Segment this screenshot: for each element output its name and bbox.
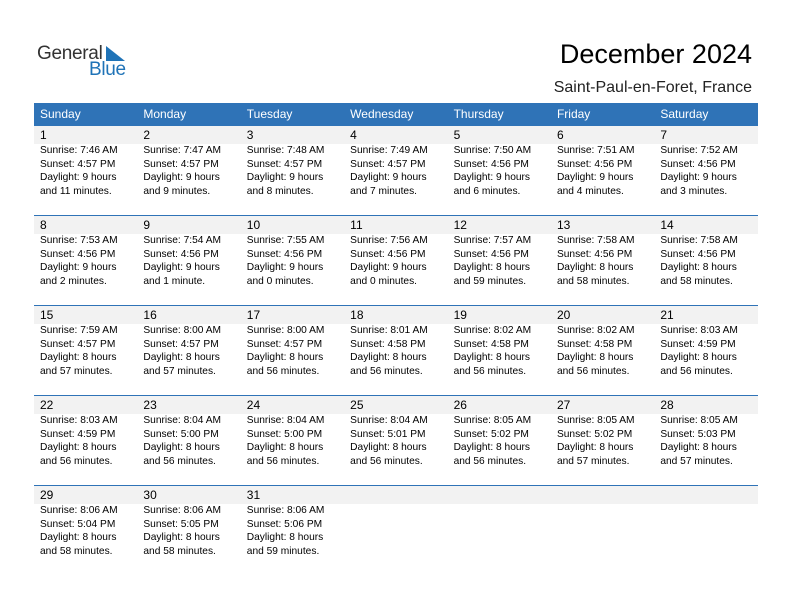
daylight-minutes-text: and 56 minutes.	[350, 365, 423, 377]
day-number: 8	[40, 218, 47, 232]
daylight-minutes-text: and 7 minutes.	[350, 185, 417, 197]
sunset-text: Sunset: 4:58 PM	[453, 338, 529, 350]
day-cell	[34, 486, 137, 574]
sunrise-text: Sunrise: 7:51 AM	[556, 145, 635, 156]
day-cell	[551, 216, 654, 304]
daylight-minutes-text: and 56 minutes.	[246, 365, 320, 377]
sunset-text: Sunset: 4:56 PM	[556, 248, 633, 260]
daylight-minutes-text: and 56 minutes.	[350, 455, 423, 467]
day-cell	[448, 126, 551, 214]
sunset-text: Sunset: 4:57 PM	[350, 158, 426, 170]
day-number: 24	[246, 398, 261, 412]
day-number: 1	[40, 128, 47, 142]
daylight-hours-text: Daylight: 8 hours	[246, 532, 324, 543]
day-cell	[241, 126, 344, 214]
daylight-minutes-text: and 56 minutes.	[660, 365, 733, 377]
sunset-text: Sunset: 4:57 PM	[40, 158, 116, 170]
calendar-week	[34, 215, 758, 305]
sunrise-text: Sunrise: 7:54 AM	[143, 235, 221, 246]
day-number: 12	[453, 218, 467, 232]
day-cell	[654, 486, 757, 574]
day-cell	[344, 396, 447, 484]
week-cells	[34, 486, 758, 574]
page-title: December 2024	[559, 39, 752, 69]
sunset-text: Sunset: 5:03 PM	[660, 428, 736, 440]
daylight-hours-text: Daylight: 8 hours	[453, 442, 531, 453]
sunrise-text: Sunrise: 7:48 AM	[246, 145, 325, 156]
sunrise-text: Sunrise: 7:52 AM	[660, 145, 738, 156]
sunrise-text: Sunrise: 7:49 AM	[350, 145, 428, 156]
sunrise-text: Sunrise: 8:01 AM	[350, 325, 428, 336]
daylight-minutes-text: and 56 minutes.	[453, 455, 527, 467]
daylight-hours-text: Daylight: 8 hours	[660, 442, 737, 453]
daylight-hours-text: Daylight: 8 hours	[143, 442, 220, 453]
sunrise-text: Sunrise: 8:05 AM	[660, 415, 738, 426]
day-number: 21	[660, 308, 674, 322]
day-number: 17	[246, 308, 261, 322]
day-number: 25	[350, 398, 364, 412]
sunrise-text: Sunrise: 7:59 AM	[40, 325, 118, 336]
logo-blue-text: Blue	[89, 59, 126, 80]
sunset-text: Sunset: 4:57 PM	[40, 338, 116, 350]
day-cell	[344, 216, 447, 304]
weekday-monday: Monday	[143, 107, 187, 121]
daylight-minutes-text: and 8 minutes.	[246, 185, 314, 197]
sunset-text: Sunset: 4:56 PM	[40, 248, 116, 260]
sunset-text: Sunset: 4:56 PM	[453, 248, 529, 260]
day-cell	[551, 306, 654, 394]
daylight-hours-text: Daylight: 9 hours	[556, 172, 634, 183]
daylight-minutes-text: and 59 minutes.	[453, 275, 527, 287]
sunset-text: Sunset: 4:58 PM	[350, 338, 426, 350]
daylight-hours-text: Daylight: 8 hours	[40, 352, 117, 363]
daylight-minutes-text: and 9 minutes.	[143, 185, 211, 197]
sunset-text: Sunset: 5:04 PM	[40, 518, 116, 530]
sunrise-text: Sunrise: 8:06 AM	[246, 505, 325, 516]
day-cell	[344, 486, 447, 574]
sunrise-text: Sunrise: 8:03 AM	[40, 415, 118, 426]
day-number: 2	[143, 128, 151, 142]
day-number: 5	[453, 128, 461, 142]
sunrise-text: Sunrise: 8:02 AM	[556, 325, 635, 336]
day-number: 14	[660, 218, 674, 232]
daylight-minutes-text: and 56 minutes.	[40, 455, 113, 467]
sunrise-text: Sunrise: 8:04 AM	[143, 415, 221, 426]
sunrise-text: Sunrise: 8:05 AM	[556, 415, 635, 426]
day-number	[454, 486, 551, 504]
daylight-minutes-text: and 3 minutes.	[660, 185, 728, 197]
day-cell	[241, 396, 344, 484]
sunset-text: Sunset: 4:57 PM	[246, 158, 323, 170]
daylight-hours-text: Daylight: 8 hours	[40, 442, 117, 453]
day-cell	[241, 216, 344, 304]
day-cell	[344, 306, 447, 394]
day-cell	[34, 306, 137, 394]
sunset-text: Sunset: 4:56 PM	[246, 248, 323, 260]
weekday-wednesday: Wednesday	[350, 107, 414, 121]
day-cell	[137, 216, 240, 304]
daylight-minutes-text: and 58 minutes.	[556, 275, 630, 287]
daylight-minutes-text: and 58 minutes.	[40, 545, 113, 557]
sunrise-text: Sunrise: 8:02 AM	[453, 325, 532, 336]
sunset-text: Sunset: 4:56 PM	[556, 158, 633, 170]
daylight-minutes-text: and 58 minutes.	[143, 545, 216, 557]
calendar-week	[34, 485, 758, 575]
daylight-minutes-text: and 56 minutes.	[143, 455, 216, 467]
daylight-minutes-text: and 6 minutes.	[453, 185, 521, 197]
sunset-text: Sunset: 4:59 PM	[660, 338, 736, 350]
daylight-hours-text: Daylight: 8 hours	[350, 442, 427, 453]
day-cell	[448, 486, 551, 574]
daylight-hours-text: Daylight: 9 hours	[350, 172, 427, 183]
sunrise-text: Sunrise: 7:57 AM	[453, 235, 532, 246]
day-number: 7	[660, 128, 668, 142]
day-number: 16	[143, 308, 157, 322]
day-cell	[137, 126, 240, 214]
daylight-minutes-text: and 0 minutes.	[246, 275, 314, 287]
sunset-text: Sunset: 5:02 PM	[556, 428, 633, 440]
day-number: 3	[246, 128, 254, 142]
daylight-minutes-text: and 57 minutes.	[660, 455, 733, 467]
day-cell	[654, 126, 757, 214]
daylight-hours-text: Daylight: 8 hours	[556, 442, 634, 453]
sunrise-text: Sunrise: 7:53 AM	[40, 235, 118, 246]
daylight-minutes-text: and 59 minutes.	[246, 545, 320, 557]
logo-general-text: General	[37, 43, 103, 64]
daylight-hours-text: Daylight: 8 hours	[660, 352, 737, 363]
day-cell	[551, 396, 654, 484]
calendar-week	[34, 395, 758, 485]
daylight-hours-text: Daylight: 8 hours	[556, 262, 634, 273]
sunrise-text: Sunrise: 8:00 AM	[143, 325, 221, 336]
daylight-minutes-text: and 56 minutes.	[556, 365, 630, 377]
daylight-hours-text: Daylight: 8 hours	[453, 352, 531, 363]
weekday-tuesday: Tuesday	[246, 107, 293, 121]
day-number: 23	[143, 398, 157, 412]
day-number: 27	[556, 398, 571, 412]
day-cell	[654, 216, 757, 304]
daylight-hours-text: Daylight: 8 hours	[350, 352, 427, 363]
sunrise-text: Sunrise: 8:00 AM	[246, 325, 325, 336]
daylight-minutes-text: and 56 minutes.	[246, 455, 320, 467]
day-number: 15	[40, 308, 54, 322]
sunset-text: Sunset: 5:06 PM	[246, 518, 323, 530]
daylight-hours-text: Daylight: 8 hours	[40, 532, 117, 543]
day-number: 22	[40, 398, 54, 412]
sunset-text: Sunset: 5:05 PM	[143, 518, 219, 530]
daylight-minutes-text: and 58 minutes.	[660, 275, 733, 287]
day-cell	[654, 396, 757, 484]
day-number	[350, 486, 447, 504]
daylight-hours-text: Daylight: 9 hours	[143, 172, 220, 183]
day-number: 10	[246, 218, 261, 232]
day-number: 29	[40, 488, 54, 502]
daylight-hours-text: Daylight: 8 hours	[246, 352, 324, 363]
calendar-week	[34, 305, 758, 395]
day-number: 30	[143, 488, 157, 502]
sunrise-text: Sunrise: 8:06 AM	[143, 505, 221, 516]
week-cells	[34, 126, 758, 214]
day-cell	[551, 126, 654, 214]
daylight-minutes-text: and 2 minutes.	[40, 275, 107, 287]
calendar	[34, 103, 758, 575]
daylight-hours-text: Daylight: 9 hours	[143, 262, 220, 273]
daylight-hours-text: Daylight: 9 hours	[246, 262, 324, 273]
sunset-text: Sunset: 4:59 PM	[40, 428, 116, 440]
daylight-hours-text: Daylight: 8 hours	[453, 262, 531, 273]
sunset-text: Sunset: 4:57 PM	[143, 158, 219, 170]
day-number: 4	[350, 128, 357, 142]
sunset-text: Sunset: 5:00 PM	[143, 428, 219, 440]
daylight-minutes-text: and 11 minutes.	[40, 185, 112, 197]
day-cell	[654, 306, 757, 394]
daylight-hours-text: Daylight: 9 hours	[246, 172, 324, 183]
day-cell	[34, 216, 137, 304]
sunrise-text: Sunrise: 7:55 AM	[246, 235, 325, 246]
day-number	[660, 486, 757, 504]
daylight-hours-text: Daylight: 8 hours	[556, 352, 634, 363]
daylight-hours-text: Daylight: 9 hours	[40, 262, 117, 273]
day-cell	[137, 306, 240, 394]
day-cell	[137, 486, 240, 574]
week-cells	[34, 396, 758, 484]
sunset-text: Sunset: 4:58 PM	[556, 338, 633, 350]
sunrise-text: Sunrise: 7:58 AM	[556, 235, 635, 246]
day-cell	[34, 126, 137, 214]
weekday-saturday: Saturday	[660, 107, 709, 121]
sunrise-text: Sunrise: 7:56 AM	[350, 235, 428, 246]
sunrise-text: Sunrise: 8:04 AM	[350, 415, 428, 426]
day-number: 20	[556, 308, 571, 322]
day-number: 28	[660, 398, 674, 412]
weekday-header	[34, 103, 758, 125]
day-number: 31	[246, 488, 261, 502]
day-number: 19	[453, 308, 467, 322]
day-number: 26	[453, 398, 467, 412]
day-cell	[137, 396, 240, 484]
day-cell	[448, 306, 551, 394]
week-cells	[34, 216, 758, 304]
sunrise-text: Sunrise: 7:58 AM	[660, 235, 738, 246]
day-cell	[344, 126, 447, 214]
weeks-container	[34, 125, 758, 575]
sunset-text: Sunset: 4:56 PM	[453, 158, 529, 170]
sunset-text: Sunset: 4:57 PM	[143, 338, 219, 350]
day-cell	[241, 306, 344, 394]
day-number	[557, 486, 654, 504]
logo	[37, 43, 137, 81]
weekday-friday: Friday	[556, 107, 591, 121]
sunrise-text: Sunrise: 8:05 AM	[453, 415, 532, 426]
sunset-text: Sunset: 5:02 PM	[453, 428, 529, 440]
sunrise-text: Sunrise: 7:46 AM	[40, 145, 118, 156]
sunrise-text: Sunrise: 8:06 AM	[40, 505, 118, 516]
sunset-text: Sunset: 4:56 PM	[350, 248, 426, 260]
day-cell	[241, 486, 344, 574]
day-cell	[34, 396, 137, 484]
daylight-hours-text: Daylight: 9 hours	[660, 172, 737, 183]
week-cells	[34, 306, 758, 394]
sunset-text: Sunset: 5:00 PM	[246, 428, 323, 440]
calendar-week	[34, 125, 758, 215]
sunrise-text: Sunrise: 7:47 AM	[143, 145, 221, 156]
sunrise-text: Sunrise: 8:04 AM	[246, 415, 325, 426]
weekday-sunday: Sunday	[40, 107, 81, 121]
daylight-minutes-text: and 4 minutes.	[556, 185, 624, 197]
daylight-hours-text: Daylight: 8 hours	[660, 262, 737, 273]
day-number: 9	[143, 218, 151, 232]
daylight-hours-text: Daylight: 8 hours	[143, 352, 220, 363]
location-subtitle: Saint-Paul-en-Foret, France	[553, 79, 752, 96]
daylight-minutes-text: and 56 minutes.	[453, 365, 527, 377]
sunset-text: Sunset: 4:56 PM	[660, 158, 736, 170]
weekday-thursday: Thursday	[453, 107, 504, 121]
sunrise-text: Sunrise: 8:03 AM	[660, 325, 738, 336]
sunset-text: Sunset: 4:57 PM	[246, 338, 323, 350]
daylight-hours-text: Daylight: 8 hours	[143, 532, 220, 543]
sunset-text: Sunset: 5:01 PM	[350, 428, 426, 440]
daylight-minutes-text: and 57 minutes.	[40, 365, 113, 377]
sunset-text: Sunset: 4:56 PM	[660, 248, 736, 260]
daylight-hours-text: Daylight: 9 hours	[350, 262, 427, 273]
daylight-hours-text: Daylight: 9 hours	[40, 172, 117, 183]
day-number: 11	[350, 218, 363, 232]
day-cell	[551, 486, 654, 574]
daylight-minutes-text: and 1 minute.	[143, 275, 206, 287]
daylight-hours-text: Daylight: 9 hours	[453, 172, 531, 183]
sunrise-text: Sunrise: 7:50 AM	[453, 145, 532, 156]
day-number: 6	[556, 128, 564, 142]
daylight-minutes-text: and 57 minutes.	[556, 455, 630, 467]
daylight-minutes-text: and 57 minutes.	[143, 365, 216, 377]
day-number: 18	[350, 308, 364, 322]
daylight-hours-text: Daylight: 8 hours	[246, 442, 324, 453]
day-number: 13	[556, 218, 571, 232]
sunset-text: Sunset: 4:56 PM	[143, 248, 219, 260]
daylight-minutes-text: and 0 minutes.	[350, 275, 417, 287]
day-cell	[448, 396, 551, 484]
day-cell	[448, 216, 551, 304]
